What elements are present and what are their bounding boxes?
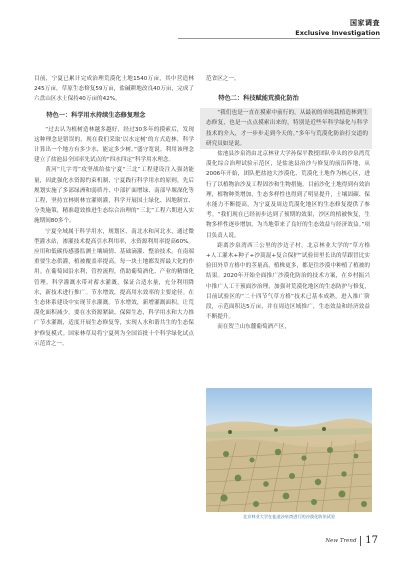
body-paragraph: “过去认为植树造林越多越好，经过30多年的摸索后，发现这种理念是错误的，现在我们采取‘以水定树’的方式造林，科学计算出一个地方有多少水，能定多少树。”盛守宽说。利用该理念建立了盐池县全国率先试点的“四水四定”科学用水理念。 [34, 126, 194, 164]
photo-illustration [206, 388, 372, 512]
body-paragraph: 而在贺兰山东麓葡萄酒产区， [217, 324, 290, 331]
footer-divider [360, 536, 361, 546]
body-paragraph: 范省区之一。 [206, 76, 240, 82]
body-paragraph: 黄河“几字弯”攻坚战给盐宁夏“三北”工程建设注入强劲能量，因此强化水资源约束机制，宁夏践行科学用水的原则，先后规划实施了多部绿洲和弱质丹、中部扩面增绿、南部旱塬深化等工程，坚持宜林则林宜灌则灌，科学开展国土绿化、因地制宜、分类施策，精准超效推进生态综合治理的“三北”工程六期进入实施期间80多个。 [34, 167, 194, 225]
page-header [295, 18, 380, 37]
magazine-brand: New Trend [325, 537, 357, 544]
body-paragraph: 目前，宁夏已累计完成治理荒漠化土地1540万亩，其中营造林245万亩，草原生态修复59万亩，盐碱耕地改良40万亩，完成了六盘山区水土保持40万亩的42%。 [34, 76, 194, 103]
page-footer [325, 535, 378, 546]
body-paragraph: “我们也是一直在摸索中前行的，从最初的单纯栽植造林到生态修复，也是一点点摸索出来的，特别是近些年科学绿化与科学技术的介入，才一步步走到今天的。”多年与荒漠化防治打交道的研究员如是说。 [206, 110, 368, 147]
subheading: 特色二：科技赋能荒漠化防治 [218, 95, 299, 103]
highlight-box [200, 108, 372, 149]
right-column [206, 74, 370, 333]
subheading: 特色一：科学用水持续生态修复理念 [46, 111, 146, 119]
body-paragraph: 宁夏全域属于科学用水，规划区、南北水和河北水，通过微型灌水站，渗灌技术提高引水利用率，水资源利用率提高60%。应用和低碳传感器监测土壤墒情、基础滴灌、整治技术。在南端重要生态供灌，植被覆盖率提高，每一块土地都发挥最大化的作用。在葡萄园沿水利，管控流程，借助葡萄酒化、产业的精细化管理。科学灌溉水带对蓄水灌溉，保证合适水量，充分利用降水，新技术进行推广。节水增效，提高用水效率的主要途径。在生态体系建设中实现节水灌溉。节水增效，新增灌溉面积，让荒漠化面积减少。要在水资源紧缺、保障生态，科学用水和大力推广节水灌溉，适度开展生态修复等，实现人水和谐共生的生态保护修复模式。国家林草局将宁夏列为全国首批十个科学绿化试点示范省之一。 [34, 228, 194, 347]
header-divider [178, 38, 380, 39]
section-title-en: Exclusive Investigation [295, 29, 380, 37]
page-number: 17 [365, 535, 378, 546]
body-paragraph: 盐池县沙泉湾由北京林业大学孙保平教授团队牵头的沙泉湾荒漠化综合治理试验示范区，是盐池县治沙与修复的前沿阵地，从2006年开始，团队把盐池大沙漠化、荒漠化土地作为核心区，进行了以植物治沙及工程固沙和生物措施，目前沙化土地得到有效治理，植物种类增加，生态多样性也得到了明显提升，土壤固碳、保水能力不断提高，为宁夏及周边荒漠化地区的生态修复提供了参考。“我们现在已经初步达到了预期的效果，沙区的植被恢复，生物多样性逐步增加，为当地带来了良好的生态效益与经济效益。”项目负责人说。 [206, 151, 370, 239]
section-title-cn: 国家调查 [350, 19, 380, 27]
desert-restoration-photo [206, 388, 372, 512]
figure-caption: 北京林业大学在盐池沙泉湾进行的沙漠化防治试验 [242, 514, 336, 519]
left-column [34, 74, 194, 349]
body-paragraph: 距离沙泉湾西三公里的沙边子村，北京林业大学的“草方格+人工灌木+种子+沙蒿混+复合保护”试验田里长出的草跟冒比实验田外草方格中的茎量高，植株更多，都是往沙漠中种植了植被的结果。2020年开始全面推广沙漠化防治的技术方案，在乡村振兴中推广人工干预面沙治理，加强对荒漠化地区的生态防护与修复，目前试验区的“二十四节气草方格”技术已基本成熟，进入推广阶段，示范面积达5万亩，并在周边区域推广，生态效益和经济效益不断提升。 [206, 242, 370, 321]
